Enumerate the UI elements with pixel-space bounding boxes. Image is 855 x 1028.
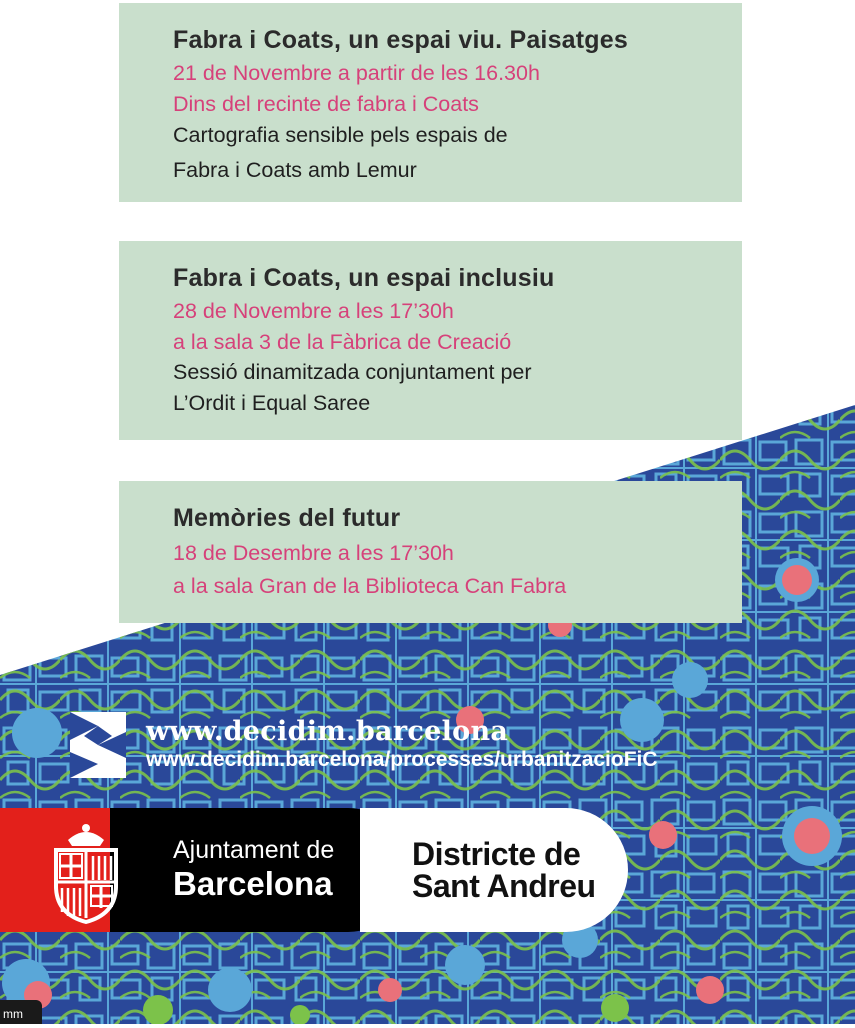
event-card	[119, 3, 742, 202]
event-title: Memòries del futur	[173, 504, 401, 532]
event-description: Sessió dinamitzada conjuntament per	[173, 360, 532, 384]
process-link[interactable]: www.decidim.barcelona/processes/urbanitzacioFiC	[146, 748, 658, 771]
event-card	[119, 481, 742, 623]
corner-tab: mm	[0, 1000, 42, 1024]
event-title: Fabra i Coats, un espai viu. Paisatges	[173, 26, 628, 54]
event-description: Cartografia sensible pels espais de	[173, 123, 508, 147]
institutional-logos	[0, 808, 628, 932]
ajuntament-label: Ajuntament de	[173, 836, 335, 864]
decidim-logo-icon	[70, 712, 126, 778]
districte-label: Districte de	[412, 836, 581, 872]
event-title: Fabra i Coats, un espai inclusiu	[173, 264, 555, 292]
event-description: Fabra i Coats amb Lemur	[173, 158, 417, 182]
event-card	[119, 241, 742, 440]
event-date: 28 de Novembre a les 17’30h	[173, 299, 454, 323]
event-place: Dins del recinte de fabra i Coats	[173, 92, 479, 116]
barcelona-shield-icon	[46, 822, 126, 924]
districte-name: Sant Andreu	[412, 868, 596, 904]
event-place: a la sala Gran de la Biblioteca Can Fabra	[173, 574, 567, 598]
event-date: 18 de Desembre a les 17’30h	[173, 541, 454, 565]
event-description: L’Ordit i Equal Saree	[173, 391, 371, 415]
ajuntament-city: Barcelona	[173, 865, 333, 902]
website-link[interactable]: www.decidim.barcelona	[146, 716, 509, 747]
event-date: 21 de Novembre a partir de les 16.30h	[173, 61, 540, 85]
event-place: a la sala 3 de la Fàbrica de Creació	[173, 330, 512, 354]
